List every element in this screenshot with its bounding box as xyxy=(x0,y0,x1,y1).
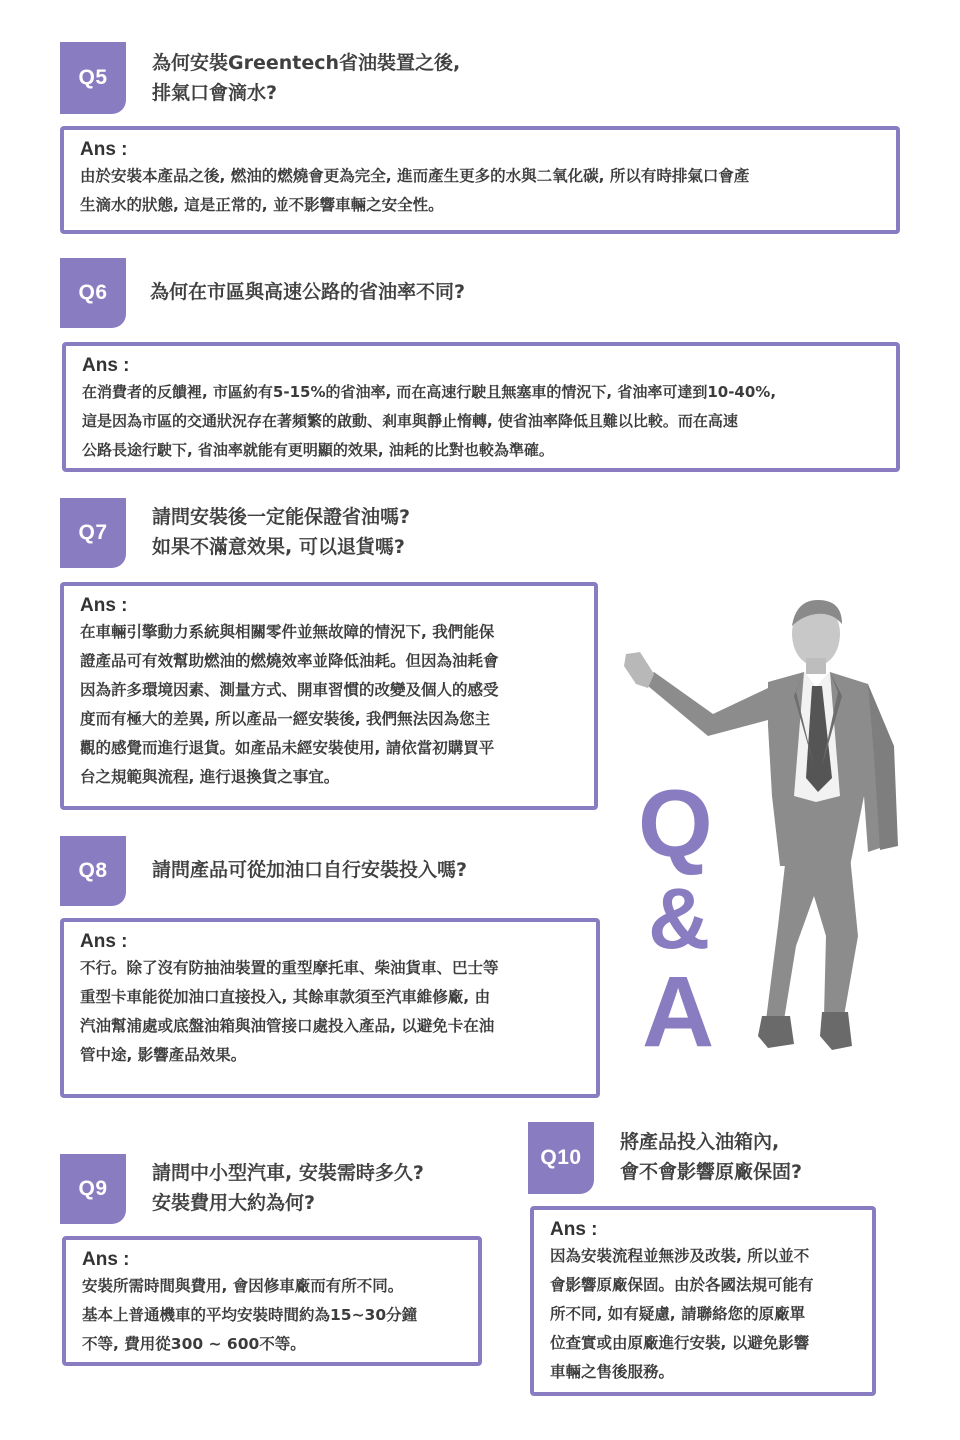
businessman-shoe-left xyxy=(758,1016,794,1048)
q6-answer-text xyxy=(82,378,880,465)
q5-ans-label: Ans : xyxy=(80,139,128,160)
q7-ans-label: Ans : xyxy=(80,595,128,616)
q10-ans-label: Ans : xyxy=(550,1219,598,1240)
q5-question xyxy=(152,48,460,108)
q6-answer-line-3: 公路長途行駛下, 省油率就能有更明顯的效果, 油耗的比對也較為準確。 xyxy=(82,441,554,459)
q6-question xyxy=(150,277,465,307)
q10-tag: Q10 xyxy=(528,1122,594,1194)
qa-letter-q: Q xyxy=(638,770,713,877)
businessman-hand xyxy=(624,652,654,688)
businessman-shoe-right xyxy=(820,1012,852,1050)
q6-answer-line-1: 在消費者的反饋裡, 市區約有5-15%的省油率, 而在高速行駛且無塞車的情況下, 省油率可達到10-40%, xyxy=(82,383,777,401)
q10-answer-line-5: 車輛之售後服務。 xyxy=(550,1363,675,1381)
businessman-arm xyxy=(646,672,768,736)
q10-answer-text xyxy=(550,1242,856,1387)
businessman-legs xyxy=(766,856,858,1020)
q5-answer-line-1: 由於安裝本產品之後, 燃油的燃燒會更為完全, 進而產生更多的水與二氧化碳, 所以有時排氣口會產 xyxy=(80,167,750,185)
q6-tag: Q6 xyxy=(60,258,126,328)
q5-question-line-2: 排氣口會滴水? xyxy=(152,82,278,104)
q5-answer-box xyxy=(60,126,900,234)
q8-answer-line-2: 重型卡車能從加油口直接投入, 其餘車款須至汽車維修廠, 由 xyxy=(80,988,491,1006)
q8-answer-line-4: 管中途, 影響產品效果。 xyxy=(80,1046,247,1064)
q8-question xyxy=(152,855,467,885)
q7-answer-text xyxy=(80,618,578,792)
q9-question xyxy=(152,1158,424,1218)
q10-question-line-2: 會不會影響原廠保固? xyxy=(620,1161,803,1183)
q10-question-line-1: 將產品投入油箱內, xyxy=(620,1131,780,1153)
q7-answer-line-4: 度而有極大的差異, 所以產品一經安裝後, 我們無法因為您主 xyxy=(80,710,491,728)
q5-tag: Q5 xyxy=(60,42,126,114)
q9-question-line-1: 請問中小型汽車, 安裝需時多久? xyxy=(152,1162,424,1184)
q8-question-line-1: 請問產品可從加油口自行安裝投入嗎? xyxy=(152,859,468,881)
q7-answer-box xyxy=(60,582,598,810)
q9-answer-text xyxy=(82,1272,462,1359)
q8-answer-box xyxy=(60,918,600,1098)
q6-answer-line-2: 這是因為市區的交通狀況存在著頻繁的啟動、剎車與靜止惰轉, 使省油率降低且難以比較。而在高速 xyxy=(82,412,738,430)
q10-answer-line-2: 會影響原廠保固。由於各國法規可能有 xyxy=(550,1276,814,1294)
q6-question-line-1: 為何在市區與高速公路的省油率不同? xyxy=(150,281,466,303)
q8-answer-text xyxy=(80,954,580,1070)
q9-question-line-2: 安裝費用大約為何? xyxy=(152,1192,316,1214)
q6-answer-box xyxy=(62,342,900,472)
q8-ans-label: Ans : xyxy=(80,931,128,952)
q9-answer-line-1: 安裝所需時間與費用, 會因修車廠而有所不同。 xyxy=(82,1277,404,1295)
q7-answer-line-3: 因為許多環境因素、測量方式、開車習慣的改變及個人的感受 xyxy=(80,681,499,699)
q9-answer-box xyxy=(62,1236,482,1366)
q8-answer-line-3: 汽油幫浦處或底盤油箱與油管接口處投入產品, 以避免卡在油 xyxy=(80,1017,495,1035)
q9-ans-label: Ans : xyxy=(82,1249,130,1270)
q6-ans-label: Ans : xyxy=(82,355,130,376)
q7-tag: Q7 xyxy=(60,498,126,568)
qa-letter-amp: & xyxy=(648,871,711,967)
q10-answer-line-4: 位查實或由原廠進行安裝, 以避免影響 xyxy=(550,1334,810,1352)
q8-tag: Q8 xyxy=(60,836,126,906)
q10-answer-line-1: 因為安裝流程並無涉及改裝, 所以並不 xyxy=(550,1247,810,1265)
q7-answer-line-5: 觀的感覺而進行退貨。如產品未經安裝使用, 請依當初購買平 xyxy=(80,739,495,757)
q9-tag: Q9 xyxy=(60,1154,126,1224)
q9-answer-line-3: 不等, 費用從300 ~ 600不等。 xyxy=(82,1335,306,1353)
q10-answer-box xyxy=(530,1206,876,1396)
q7-answer-line-2: 證產品可有效幫助燃油的燃燒效率並降低油耗。但因為油耗會 xyxy=(80,652,499,670)
businessman-neck xyxy=(806,658,826,674)
q10-question xyxy=(620,1127,802,1187)
q10-answer-line-3: 所不同, 如有疑慮, 請聯絡您的原廠單 xyxy=(550,1305,806,1323)
qa-letter-a: A xyxy=(642,956,715,1068)
q5-question-line-1: 為何安裝Greentech省油裝置之後, xyxy=(152,52,461,74)
q7-question-line-2: 如果不滿意效果, 可以退貨嗎? xyxy=(152,536,405,558)
q7-question xyxy=(152,502,410,562)
q9-answer-line-2: 基本上普通機車的平均安裝時間約為15~30分鐘 xyxy=(82,1306,418,1324)
q7-answer-line-6: 台之規範與流程, 進行退換貨之事宜。 xyxy=(80,768,340,786)
q7-question-line-1: 請問安裝後一定能保證省油嗎? xyxy=(152,506,411,528)
q7-answer-line-1: 在車輛引擎動力系統與相關零件並無故障的情況下, 我們能保 xyxy=(80,623,495,641)
q8-answer-line-1: 不行。除了沒有防抽油裝置的重型摩托車、柴油貨車、巴士等 xyxy=(80,959,499,977)
q5-answer-text xyxy=(80,162,880,220)
q5-answer-line-2: 生滴水的狀態, 這是正常的, 並不影響車輛之安全性。 xyxy=(80,196,444,214)
